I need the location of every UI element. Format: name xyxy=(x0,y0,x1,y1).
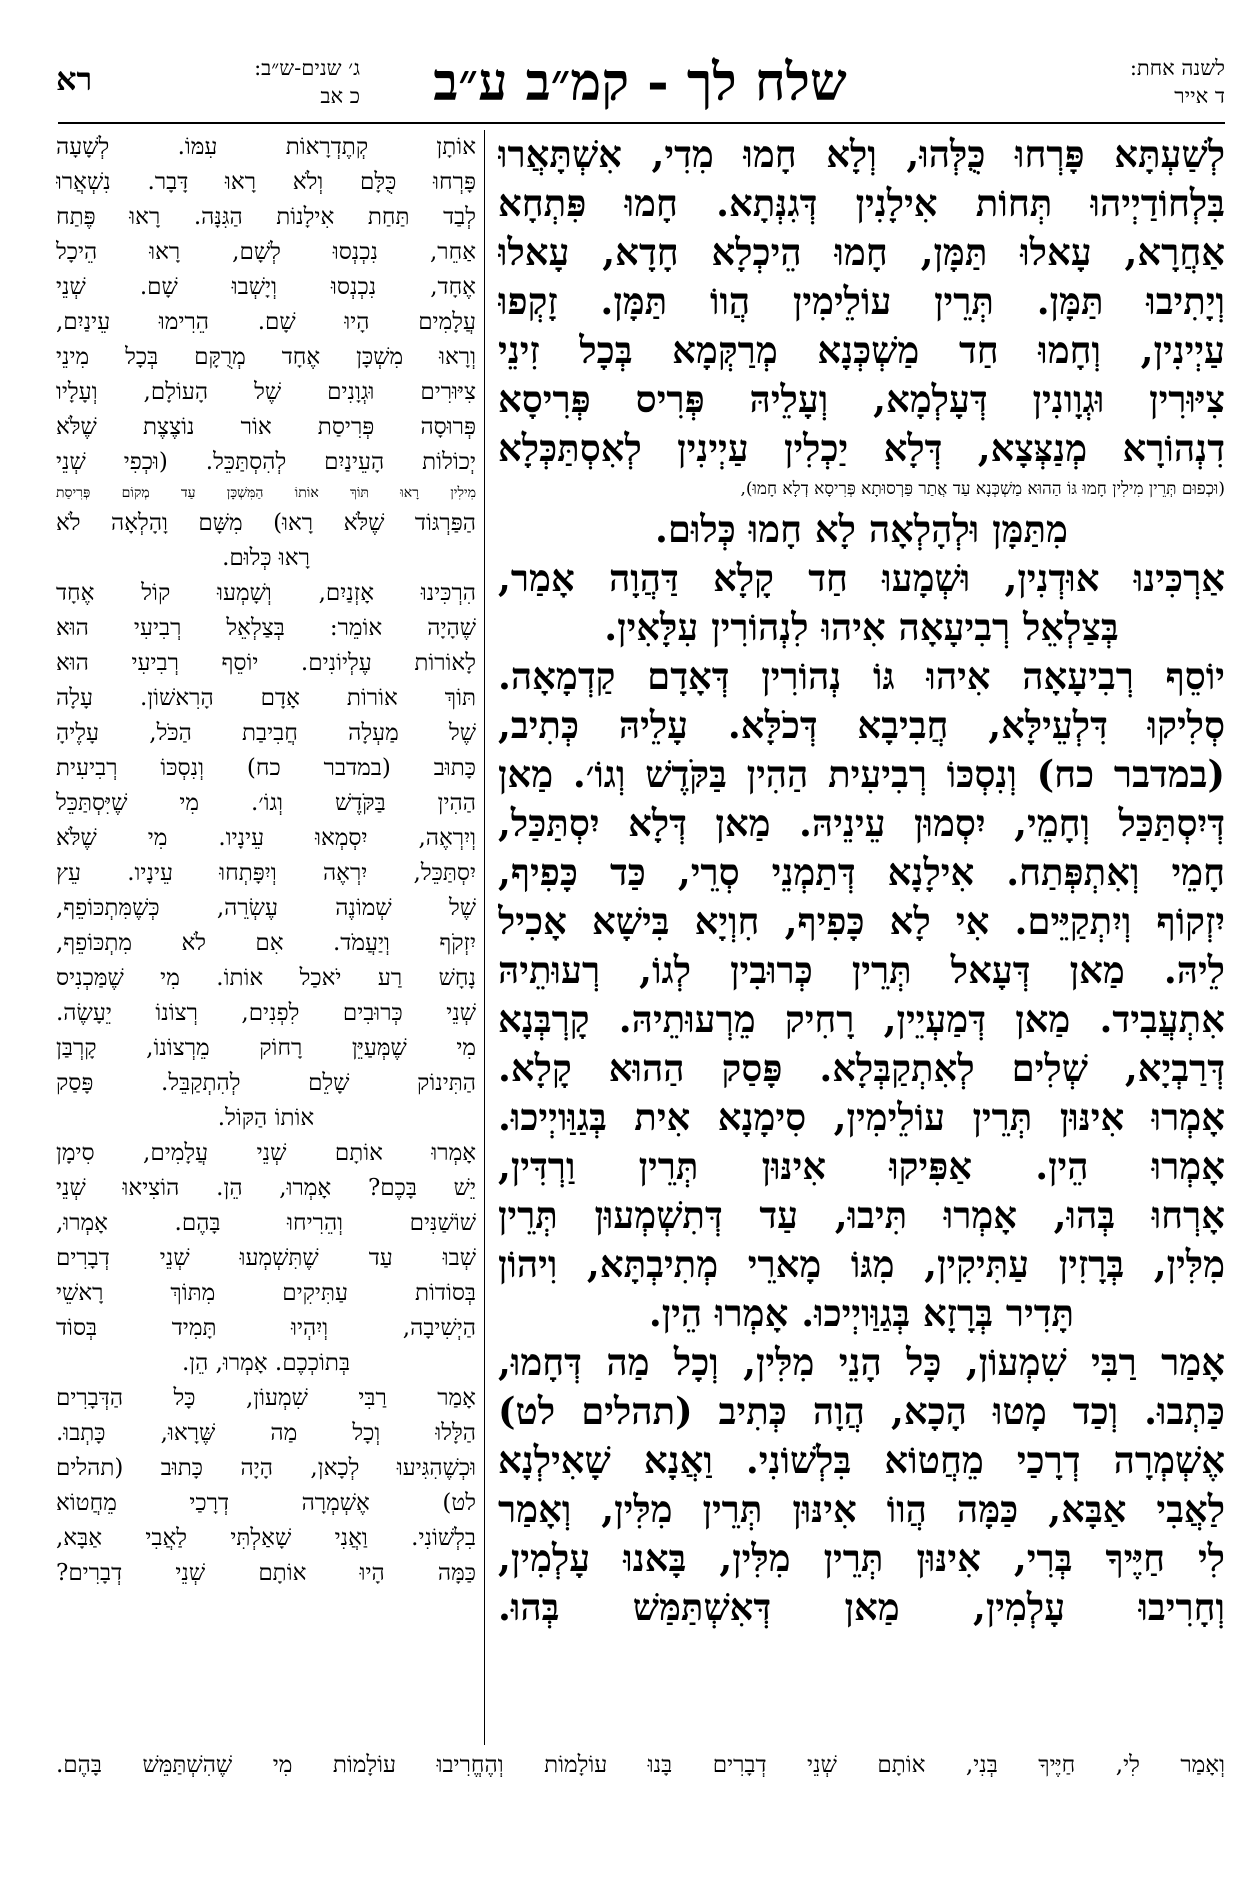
page-folio-number: רא xyxy=(56,60,93,98)
aramaic-text-line: מִתַּמָּן וּלְהָלְאָה לָא חָמוּ כְּלוּם. xyxy=(655,507,1068,551)
translation-text-line: שְׁבוּ עַד שֶׁתִּשְׁמְעוּ שְׁנֵי דְבָרִים xyxy=(56,1245,476,1271)
translation-text-line: כָּתוּב (במדבר כח) וְנִסְכּוֹ רְבִיעִית xyxy=(56,755,476,781)
translation-text-line: שְׁנֵי כְּרוּבִים לִפְנִים, רְצוֹנוֹ יֵעָשֶׂה. xyxy=(56,1000,476,1026)
aramaic-text-line: לְשַׁעְתָּא פָּרְחוּ כֻּלְּהוּ, וְלָא חָמוּ מִדִי, אִשְׁתָּאֲרוּ xyxy=(498,132,1225,176)
translation-text-line: וּכְשֶׁהִגִּיעוּ לְכָאן, הָיָה כָּתוּב (תהלים xyxy=(56,1455,476,1481)
aramaic-text-line: בִּלְחוֹדַיְיהוּ תְּחוֹת אִילָנִין דְּגִנְּתָא. חָמוּ פִּתְחָא xyxy=(498,181,1225,225)
translation-text-line: פָּרְחוּ כֻּלָּם וְלֹא רָאוּ דָּבָר. נִשְׁאֲרוּ xyxy=(56,169,476,195)
translation-text-line: בְּתוֹכְכֶם. אָמְרוּ, הֵן. xyxy=(181,1350,351,1376)
aramaic-text-line: עַיְינִין, וְחָמוּ חַד מַשְׁכְּנָא מְרַקְּמָא בְּכָל זִינֵי xyxy=(498,328,1225,372)
aramaic-text-line: אֶשְׁמְרָה דְרָכַי מֵחֲטוֹא בִּלְשׁוֹנִי. וַאֲנָא שָׁאִילְנָא xyxy=(498,1438,1225,1482)
aramaic-text-line: דִנְהוֹרָא מְנַצְּצָא, דְּלָא יַכְלִין עַיְינִין לְאִסְתַּכְּלָא xyxy=(498,426,1225,470)
aramaic-text-line: כַּתְבוּ. וְכַד מָטוּ הָכָא, הֲוָה כְּתִיב (תהלים לט) xyxy=(498,1389,1225,1433)
aramaic-text-line: יִזְקוֹף וְיִתְקַיֵּים. אִי לָא כָּפִיף, חִוְיָא בִּישָׁא אָכִיל xyxy=(498,899,1225,943)
translation-text-line: הַהִין בַּקֹּדֶשׁ וְגוֹ׳. מִי שֶׁיִּסְתַּכֵּל xyxy=(56,790,476,816)
aramaic-text-line: תָּדִיר בְּרָזָא בְּגַוַּויְיכוּ. אָמְרוּ הֵין. xyxy=(648,1291,1075,1335)
schedule-date-three-years: כ אב xyxy=(320,84,360,108)
header-study-schedule-three-years xyxy=(160,54,360,110)
column-divider xyxy=(484,130,485,1745)
aramaic-text-line: לִי חַיֶּיךָ בְּרִי, אִינּוּן תְּרֵין מִלִּין, בָּאנוּ עָלְמִין, xyxy=(498,1536,1225,1580)
aramaic-text-line: לַאֲבִי אַבָּא, כַּמָּה הֲווֹ אִינּוּן תְּרֵין מִלִּין, וְאָמַר xyxy=(498,1487,1225,1531)
aramaic-text-line: אָמְרוּ אִינּוּן תְּרֵין עוֹלֵימִין, סִימָנָא אִית בְּגַוַּויְיכוּ. xyxy=(498,1095,1225,1139)
translation-text-line: הִרְכִּינוּ אָזְנַיִם, וְשָׁמְעוּ קוֹל אֶחָד xyxy=(56,580,476,606)
translation-text-line: מִילִין רָאוּ תּוֹךְ אוֹתוֹ הַמִּשְׁכָּן עַד מְקוֹם פְּרִיסַת xyxy=(56,485,476,501)
aramaic-text-line: דְּרַבְיָא, שְׁלִים לְאִתְקַבְּלָא. פָּסַק הַהוּא קָלָא. xyxy=(498,1046,1225,1090)
translation-text-line: כַּמָּה הָיוּ אוֹתָם שְׁנֵי דְבָרִים? xyxy=(56,1560,476,1586)
aramaic-text-line: סְלִיקוּ דִּלְעֵילָּא, חֲבִיבָא דְּכֹלָּא. עָלֵיהּ כְּתִיב, xyxy=(498,703,1225,747)
aramaic-text-line: אַרְכִּינוּ אוּדְנִין, וּשְׁמָעוּ חַד קָלָא דַּהֲוָה אָמַר, xyxy=(498,556,1225,600)
header-study-schedule-one-year xyxy=(1035,54,1225,110)
translation-text-line: בְּסוֹדוֹת עַתִּיקִים מִתּוֹךְ רָאשֵׁי xyxy=(56,1280,476,1306)
translation-text-line: לְבַד תַּחַת אִילָנוֹת הַגִּנָּה. רָאוּ פֶּתַח xyxy=(56,204,476,230)
aramaic-text-line: דְּיִסְתַּכַּל וְחָמֵי, יִסְמוּן עֵינֵיהּ. מַאן דְּלָא יִסְתַּכַּל, xyxy=(498,801,1225,845)
aramaic-text-line: לֵיהּ. מַאן דְּעָאל תְּרֵין כְּרוּבִין לְגוֹ, רְעוּתֵיהּ xyxy=(498,948,1225,992)
translation-text-line: לָאוֹרוֹת עֶלְיוֹנִים. יוֹסֵף רְבִיעִי הוּא xyxy=(56,650,476,676)
header-divider xyxy=(58,122,1225,124)
translation-text-line: שׁוֹשַׁנִּים וְהֵרִיחוּ בָּהֶם. אָמְרוּ, xyxy=(56,1210,476,1236)
aramaic-text-line: אַחֲרָא, עָאלוּ תַּמָּן, חָמוּ הֵיכְלָא חָדָא, עָאלוּ xyxy=(498,230,1225,274)
translation-text-line: פְּרוּסָה פְּרִיסַת אוֹר נוֹצֶצֶת שֶׁלֹּא xyxy=(56,414,476,440)
translation-text-line: אוֹתוֹ הַקּוֹל. xyxy=(217,1105,315,1131)
translation-text-line: הַיְשִׁיבָה, וְיִהְיוּ תָּמִיד בְּסוֹד xyxy=(56,1315,476,1341)
schedule-label-three-years: ג׳ שנים-ש״ב: xyxy=(254,56,360,80)
aramaic-text-line: אָמְרוּ הֵין. אַפִּיקוּ אִינּוּן תְּרֵין וַרְדִּין, xyxy=(498,1144,1225,1188)
translation-text-line: אֶחָד, נִכְנְסוּ וְיָשְׁבוּ שָׁם. שְׁנֵי xyxy=(56,274,476,300)
translation-text-line: יִסְתַּכֵּל, יִרְאֶה וְיִפָּתְחוּ עֵינָיו. עֵץ xyxy=(56,860,476,886)
aramaic-text-line: (במדבר כח) וְנִסְכּוֹ רְבִיעִית הַהִין בַּקֹּדֶשׁ וְגוֹ׳. מַאן xyxy=(498,752,1225,796)
translation-text-line: יֵשׁ בָּכֶם? אָמְרוּ, הֵן. הוֹצִיאוּ שְׁנֵי xyxy=(56,1175,476,1201)
schedule-label-one-year: לשנה אחת: xyxy=(1129,56,1225,80)
page-title: שלח לך - קמ״ב ע״ב xyxy=(433,52,847,113)
translation-text-line: אָמַר רַבִּי שִׁמְעוֹן, כָּל הַדְּבָרִים xyxy=(56,1385,476,1411)
aramaic-text-line: אָרְחוּ בְּהוּ, אָמְרוּ תִּיבוּ, עַד דְּתִשְׁמְעוּן תְּרֵין xyxy=(498,1193,1225,1237)
translation-text-line: נָחָשׁ רַע יֹאכַל אוֹתוֹ. מִי שֶׁמַּכְנִיס xyxy=(56,965,476,991)
translation-text-line: יְכוֹלוֹת הָעֵינַיִם לְהִסְתַּכֵּל. (וּכְפִי שְׁנֵי xyxy=(56,449,476,475)
aramaic-text-line: (וּכְפוּם תְּרֵין מִילִין חָמוּ גּוֹ הַהוּא מַשְׁכְּנָא עַד אֲתַר פַּרְסוּתָא פְּרִיסָא דְלָא חָמוּ), xyxy=(740,479,1225,499)
translation-text-line: רָאוּ כְּלוּם. xyxy=(222,545,310,571)
translation-text-line: יִזְקֹף וְיַעֲמֹד. אִם לֹא מִתְכּוֹפֵף, xyxy=(56,930,476,956)
translation-text-line: הַלָּלוּ וְכָל מַה שֶּׁרָאוּ, כָּתְבוּ. xyxy=(56,1420,476,1446)
hebrew-translation-column xyxy=(56,130,476,1750)
translation-text-line: הַתִּינוֹק שָׁלֵם לְהִתְקַבֵּל. פָּסַק xyxy=(56,1070,476,1096)
translation-text-line: מִי שֶׁמְּעַיֵּן רָחוֹק מֵרְצוֹנוֹ, קָרְבַּן xyxy=(56,1035,476,1061)
translation-text-line: אַחֵר, נִכְנְסוּ לְשָׁם, רָאוּ הֵיכָל xyxy=(56,239,476,265)
translation-text-line: אָמְרוּ אוֹתָם שְׁנֵי עֲלָמִים, סִימָן xyxy=(56,1140,476,1166)
translation-text-line: הַפַּרְגּוֹד שֶׁלֹּא רָאוּ) מִשָּׁם וָהָלְאָה לֹא xyxy=(56,510,476,536)
aramaic-text-line: אִתְעֲבִיד. מַאן דְּמַעְיֵין, רָחִיק מֵרְעוּתֵיהּ. קָרְבְּנָא xyxy=(498,997,1225,1041)
translation-text-line: וְרָאוּ מִשְׁכָּן אֶחָד מְרֻקָּם בְּכָל מִינֵי xyxy=(56,344,476,370)
aramaic-text-line: יוֹסֵף רְבִיעָאָה אִיהוּ גּוֹ נְהוֹרִין דְּאָדָם קַדְמָאָה. xyxy=(498,654,1225,698)
translation-text-line: תּוֹךְ אוֹרוֹת אָדָם הָרִאשׁוֹן. עָלָה xyxy=(56,685,476,711)
aramaic-text-line: וְחָרִיבוּ עָלְמִין, מַאן דְּאִשְׁתַּמַּשׁ בְּהוּ. xyxy=(498,1585,1225,1629)
translation-text-line: אוֹתָן קְתֶדְרָאוֹת עִמּוֹ. לְשָׁעָה xyxy=(56,134,476,160)
translation-text-line: שֶׁל מַעְלָה חֲבִיבַת הַכֹּל, עָלֶיהָ xyxy=(56,720,476,746)
aramaic-text-column xyxy=(498,130,1225,1750)
translation-text-line: וְיִרְאֶה, יִסְמְאוּ עֵינָיו. מִי שֶׁלֹּא xyxy=(56,825,476,851)
aramaic-text-line: אָמַר רַבִּי שִׁמְעוֹן, כָּל הָנֵי מִלִּין, וְכָל מַה דְּחָמוּ, xyxy=(498,1340,1225,1384)
aramaic-text-line: בְּצַלְאֵל רְבִיעָאָה אִיהוּ לִנְהוֹרִין עִלָּאִין. xyxy=(604,605,1119,649)
translation-text-line: בִלְשׁוֹנִי. וַאֲנִי שָׁאַלְתִּי לַאֲבִי אַבָּא, xyxy=(56,1525,476,1551)
translation-text-line: עֲלָמִים הָיוּ שָׁם. הֵרִימוּ עֵינַיִם, xyxy=(56,309,476,335)
translation-text-line: צִיּוּרִים וּגְוָנִים שֶׁל הָעוֹלָם, וְעָלָיו xyxy=(56,379,476,405)
aramaic-text-line: חָמֵי וְאִתְפְּתַח. אִילָנָא דְּתַמְנֵי סְרֵי, כַּד כָּפִיף, xyxy=(498,850,1225,894)
aramaic-text-line: צִיּוּרִין וּגְוָונִין דְּעָלְמָא, וְעָלֵיהּ פְּרִיס פְּרִיסָא xyxy=(498,377,1225,421)
schedule-date-one-year: ד אייר xyxy=(1174,84,1225,108)
translation-footer-line: וְאָמַר לִי, חַיֶּיךָ בְּנִי, אוֹתָם שְׁנֵי דְבָרִים בָּנוּ עוֹלָמוֹת וְהֶחֱרִיבוּ עוֹלָמוֹת מִי שֶׁהִשְׁתַּמֵּשׁ בָּהֶם. xyxy=(56,1752,1225,1778)
translation-text-line: שֶׁהָיָה אוֹמֵר: בְּצַלְאֵל רְבִיעִי הוּא xyxy=(56,615,476,641)
translation-text-line: לט) אֶשְׁמְרָה דְרָכַי מֵחֲטוֹא xyxy=(56,1490,476,1516)
aramaic-text-line: מִלִּין, בְּרָזִין עַתִּיקִין, מִגּוֹ מָארֵי מְתִיבְתָּא, וִיהוֹן xyxy=(498,1242,1225,1286)
translation-text-line: שֶׁל שְׁמוֹנֶה עֶשְׂרֵה, כְּשֶׁמִּתְכּוֹפֵף, xyxy=(56,895,476,921)
aramaic-text-line: וְיָתִיבוּ תַּמָּן. תְּרֵין עוֹלֵימִין הֲווֹ תַּמָּן. זָקְפוּ xyxy=(498,279,1225,323)
